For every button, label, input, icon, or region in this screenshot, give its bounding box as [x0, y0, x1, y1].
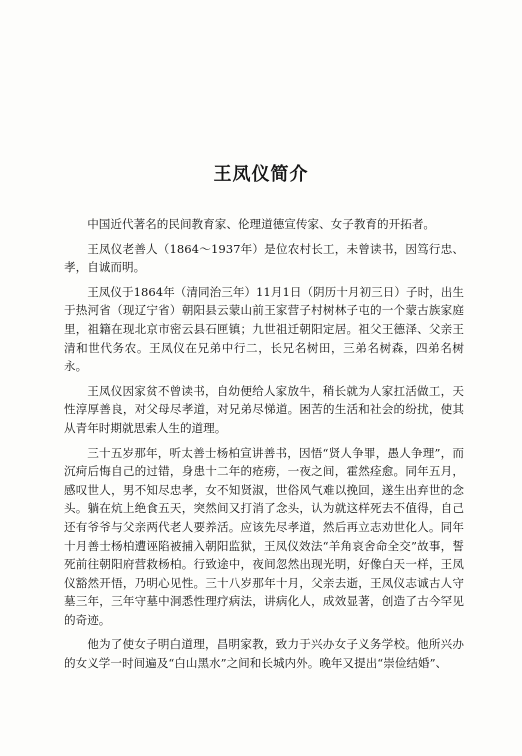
paragraph: 王凤仪因家贫不曾读书，自幼便给人家放牛，稍长就为人家扛活做工，天性淳厚善良，对父母尽孝道，对兄弟尽悌道。困苦的生活和社会的纷扰，使其从青年时期就思索人生的道理。 — [64, 383, 464, 435]
paragraph: 王凤仪老善人（1864～1937年）是位农村长工，未曾读书，因笃行忠、孝，自诚而明。 — [64, 241, 464, 275]
paragraph: 王凤仪于1864年（清同治三年）11月1日（阴历十月初三日）子时，出生于热河省（现辽宁省）朝阳县云蒙山前王家营子村树林子屯的一个蒙古族家庭里，祖籍在现北京市密云县石匣镇；九世祖迁朝阳定居。祖父王德泽、父亲王清和世代务农。王凤仪在兄弟中行二，长兄名树田，三弟名树森，四弟名树永。 — [64, 284, 464, 374]
body-text — [64, 215, 464, 679]
paragraph: 他为了使女子明白道理，昌明家教，致力于兴办女子义务学校。他所兴办的女义学一时间遍及“白山黑水”之间和长城内外。晚年又提出“崇俭结婚”、 — [64, 637, 464, 671]
page-title: 王凤仪简介 — [213, 164, 309, 185]
paragraph: 三十五岁那年，听太善士杨柏宣讲善书，因悟“贤人争罪，愚人争理”，而沉疴后悔自己的过错，身患十二年的疮痨，一夜之间，霍然痊愈。同年五月，感叹世人，男不知尽忠孝，女不知贤淑，世俗风气难以挽回，遂生出弃世的念头。躺在炕上绝食五天，突然间又打消了念头，认为就这样死去不值得，自己还有爷爷与父亲两代老人要养活。应该先尽孝道，然后再立志劝世化人。同年十月善士杨柏遭诬陷被捕入朝阳监狱，王凤仪效法“羊角哀舍命全交”故事，誓死前往朝阳府营救杨柏。行致途中，夜间忽然出现光明，好像白天一样，王凤仪豁然开悟，乃明心见性。三十八岁那年十月，父亲去逝，王凤仪志诚古人守墓三年，三年守墓中洞悉性理疗病法，讲病化人，成效显著，创造了古今罕见的奇迹。 — [64, 445, 464, 627]
paragraph: 中国近代著名的民间教育家、伦理道德宣传家、女子教育的开拓者。 — [87, 217, 436, 231]
